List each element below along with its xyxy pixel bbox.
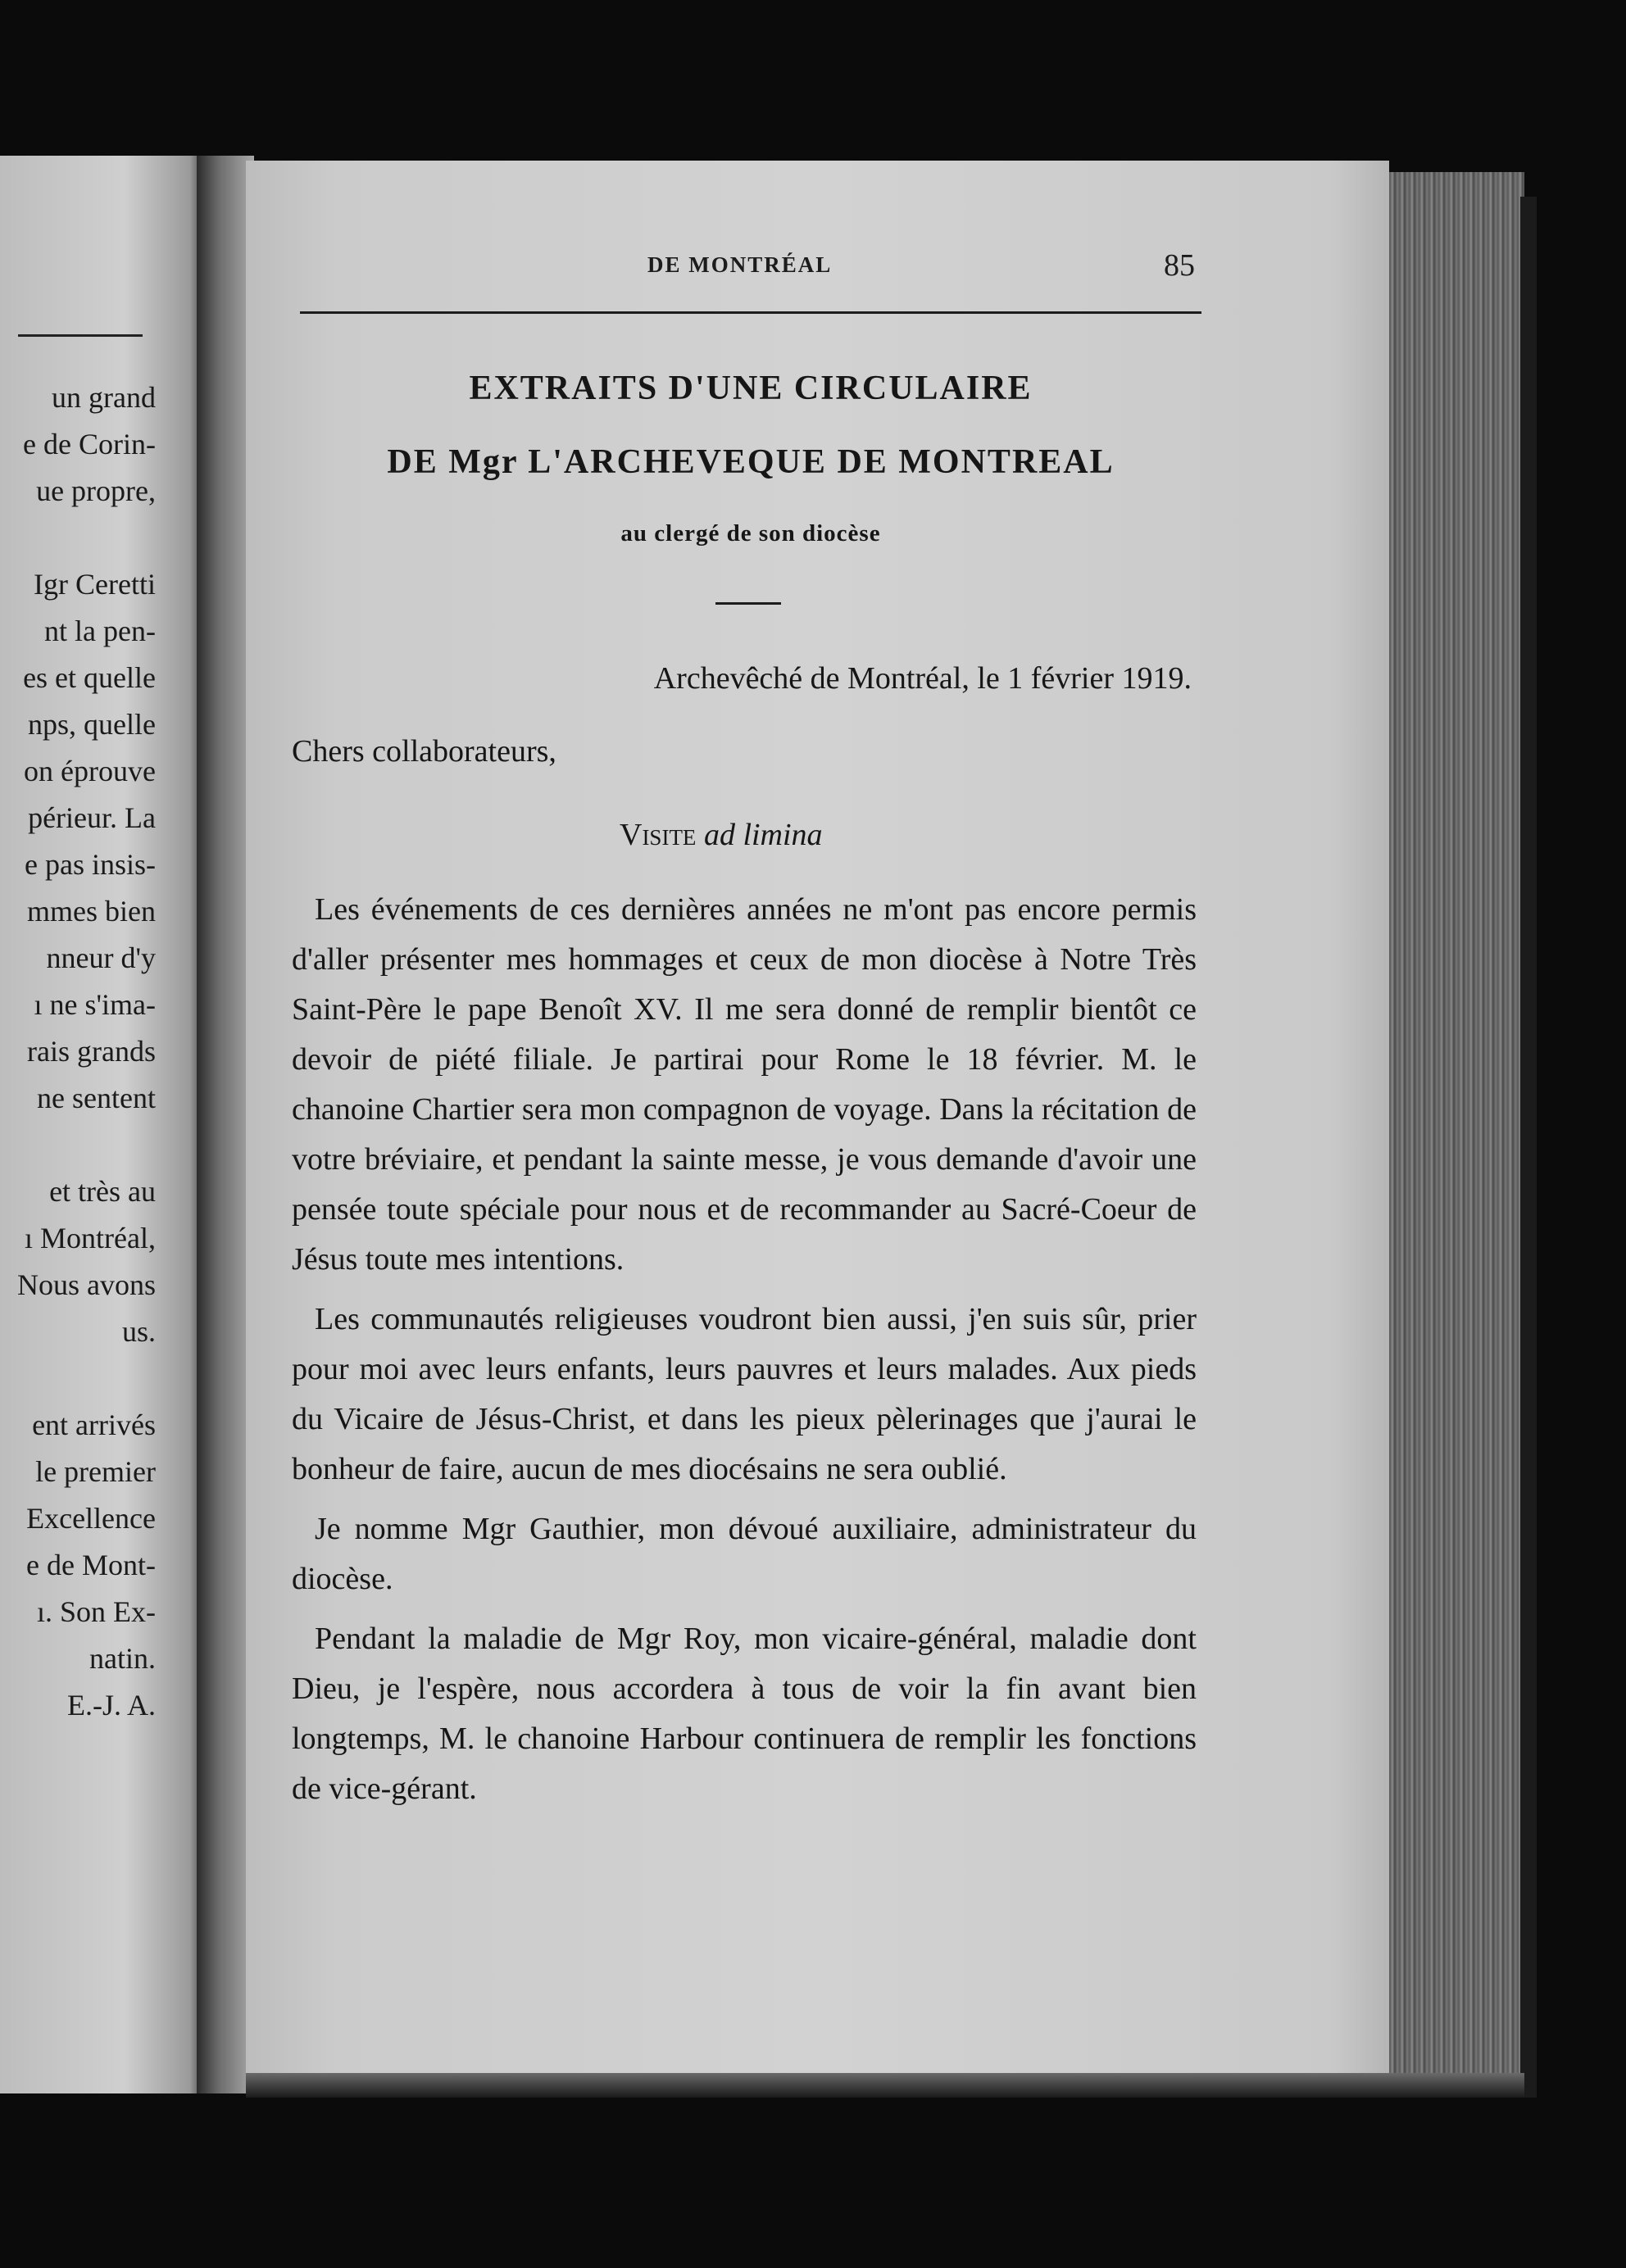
previous-page-line: ent arrivés (32, 1408, 156, 1441)
previous-page-line: E.-J. A. (67, 1689, 156, 1721)
previous-page-line: nps, quelle (28, 708, 156, 741)
previous-page-line: ne sentent (37, 1082, 156, 1114)
dateline: Archevêché de Montréal, le 1 février 1919. (653, 661, 1192, 696)
previous-page-line: rais grands (27, 1035, 156, 1068)
paragraph-1: Les événements de ces dernières années ne m'ont pas encore permis d'aller présenter mes hommages et ceux de mon diocèse à Notre Très Saint-Père le pape Benoît XV. Il me sera donné de remplir bientôt ce devoir de piété filiale. Je partirai pour Rome le 18 février. M. le chanoine Chartier sera mon compagnon de voyage. Dans la récitation de votre bréviaire, et pendant la sainte messe, je vous demande d'avoir une pensée toute spéciale pour nous et de recommander au Sacré-Coeur de Jésus toute mes intentions. (292, 892, 1197, 1277)
title-line-2: DE Mgr L'ARCHEVEQUE DE MONTREAL (387, 443, 1115, 481)
running-head: DE MONTRÉAL (647, 252, 833, 277)
previous-page-line: ue propre, (36, 474, 156, 507)
previous-page-line: natin. (89, 1642, 156, 1675)
salutation: Chers collaborateurs, (292, 734, 556, 769)
previous-page-line: Nous avons (17, 1268, 156, 1301)
subtitle: au clergé de son diocèse (620, 520, 881, 547)
section-heading-italic: ad limina (703, 818, 823, 852)
previous-page-line: ı ne s'ima- (34, 988, 156, 1021)
previous-page-line: ı. Son Ex- (36, 1595, 156, 1628)
section-heading (620, 817, 823, 853)
previous-page-line: mmes bien (27, 895, 156, 928)
paragraph-3: Je nomme Mgr Gauthier, mon dévoué auxiliaire, administrateur du diocèse. (292, 1512, 1197, 1596)
page-bottom-shadow (246, 2073, 1524, 2098)
previous-page-line: et très au (49, 1175, 156, 1208)
previous-page-line: es et quelle (23, 661, 156, 694)
previous-page-line: périeur. La (28, 801, 156, 834)
previous-page (0, 156, 207, 2093)
previous-page-line: e pas insis- (25, 848, 156, 881)
previous-page-line: ı Montréal, (25, 1222, 156, 1254)
page-number: 85 (1164, 248, 1195, 283)
previous-page-line: e de Mont- (26, 1549, 156, 1581)
previous-page-line: nt la pen- (44, 615, 156, 647)
paragraph-2: Les communautés religieuses voudront bien aussi, j'en suis sûr, prier pour moi avec leurs enfants, leurs pauvres et leurs malades. Aux pieds du Vicaire de Jésus-Christ, et dans les pieux pèlerinages que j'aurai le bonheur de faire, aucun de mes diocésains ne sera oublié. (292, 1302, 1197, 1486)
title-line-1: EXTRAITS D'UNE CIRCULAIRE (469, 370, 1033, 407)
page-edges (1385, 172, 1524, 2098)
header-rule (300, 311, 1201, 314)
left-page-rule (18, 334, 143, 337)
previous-page-line: un grand (52, 381, 156, 414)
title-separator (715, 602, 781, 605)
previous-page-line: le premier (35, 1455, 156, 1488)
previous-page-line: us. (121, 1315, 156, 1348)
previous-page-line: Igr Ceretti (34, 568, 156, 601)
letter-body (292, 885, 1197, 1824)
paragraph-4: Pendant la maladie de Mgr Roy, mon vicaire-général, maladie dont Dieu, je l'espère, nous accordera à tous de voir la fin avant bien longtemps, M. le chanoine Harbour continuera de remplir les fonctions de vice-gérant. (292, 1622, 1197, 1806)
section-heading-caps: Visite (620, 818, 697, 852)
previous-page-line: on éprouve (24, 755, 156, 787)
previous-page-line: nneur d'y (46, 941, 156, 974)
previous-page-line: e de Corin- (23, 428, 156, 460)
page-edge-shadow (1520, 197, 1537, 2098)
previous-page-line: Excellence (26, 1502, 156, 1535)
